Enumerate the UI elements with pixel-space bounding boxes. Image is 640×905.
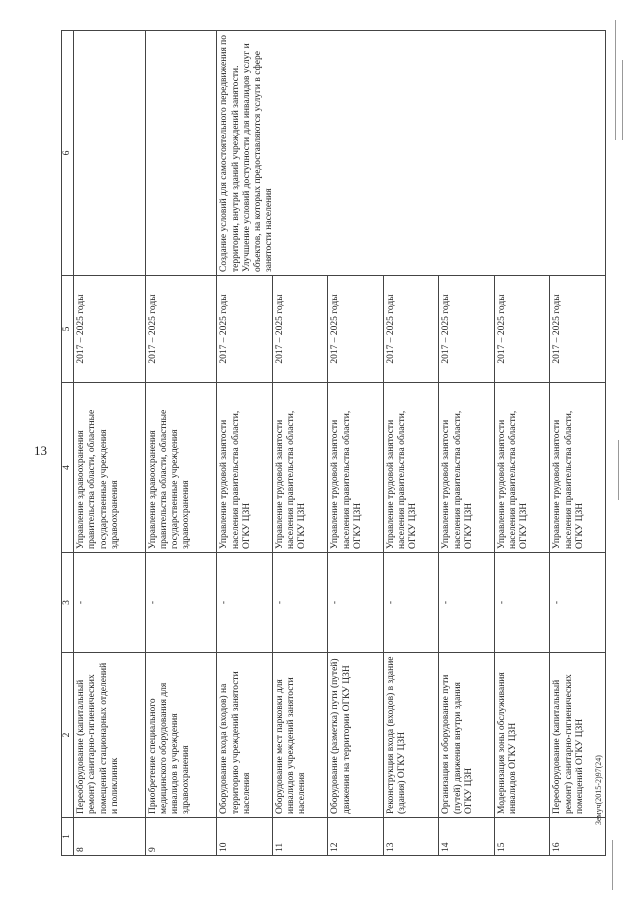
scan-artifact [612, 840, 613, 890]
row-number: 13 [383, 818, 439, 856]
executor: Управление трудовой занятости населения правительства области, ОГКУ ЦЗН [328, 383, 384, 553]
col3-value: - [494, 553, 550, 653]
rotated-table-wrapper [61, 31, 606, 856]
row-number: 14 [439, 818, 495, 856]
executor: Управление трудовой занятости населения правительства области, ОГКУ ЦЗН [550, 383, 606, 553]
measures-table [61, 30, 606, 856]
period: 2017 – 2025 годы [145, 276, 217, 383]
measure-name: Организация и оборудование пути (путей) движения внутри здания ОГКУ ЦЗН [439, 653, 495, 818]
row-number: 16 [550, 818, 606, 856]
executor: Управление трудовой занятости населения правительства области, ОГКУ ЦЗН [217, 383, 273, 553]
result-empty [74, 31, 146, 276]
col3-value: - [439, 553, 495, 653]
row-number: 9 [145, 818, 217, 856]
header-cell: 1 [62, 818, 74, 856]
scan-artifact [615, 20, 616, 140]
row-number: 12 [328, 818, 384, 856]
measure-name: Модернизация зоны обслуживания инвалидов ОГКУ ЦЗН [494, 653, 550, 818]
measure-name: Приобретение специального медицинского оборудования для инвалидов в учреждения здравоохранения [145, 653, 217, 818]
document-id: Земуч(2015-2)97(24) [594, 755, 603, 825]
row-number: 11 [272, 818, 328, 856]
col3-value: - [145, 553, 217, 653]
col3-value: - [328, 553, 384, 653]
measure-name: Оборудование входа (входов) на территорию учреждений занятости населения [217, 653, 273, 818]
period: 2017 – 2025 годы [383, 276, 439, 383]
period: 2017 – 2025 годы [217, 276, 273, 383]
table-row [145, 31, 217, 856]
page-number: 13 [34, 443, 47, 458]
table-header-row [62, 31, 74, 856]
measure-name: Переоборудование (капитальный ремонт) санитарно-гигиенических помещений ОГКУ ЦЗН [550, 653, 606, 818]
col3-value: - [550, 553, 606, 653]
header-cell: 3 [62, 553, 74, 653]
executor: Управление трудовой занятости населения правительства области, ОГКУ ЦЗН [439, 383, 495, 553]
executor: Управление трудовой занятости населения правительства области, ОГКУ ЦЗН [494, 383, 550, 553]
period: 2017 – 2025 годы [550, 276, 606, 383]
period: 2017 – 2025 годы [494, 276, 550, 383]
measure-name: Реконструкция входа (входов) в здание (здания) ОГКУ ЦЗН [383, 653, 439, 818]
col3-value: - [74, 553, 146, 653]
col3-value: - [383, 553, 439, 653]
period: 2017 – 2025 годы [74, 276, 146, 383]
executor: Управление здравоохранения правительства области, областные государственные учреждения здравоохранения [145, 383, 217, 553]
period: 2017 – 2025 годы [439, 276, 495, 383]
row-number: 15 [494, 818, 550, 856]
period: 2017 – 2025 годы [272, 276, 328, 383]
scan-artifact [618, 440, 619, 500]
row-number: 8 [74, 818, 146, 856]
measure-name: Переоборудование (капитальный ремонт) санитарно-гигиенических помещений стационарных отделений и поликлиник [74, 653, 146, 818]
row-number: 10 [217, 818, 273, 856]
scan-artifact [622, 60, 623, 140]
result-text: Создание условий для самостоятельного передвижения по территории, внутри зданий учреждений занятости. Улучшение условий доступности для инвалидов услуг и объектов, на которых предоставляются услуги в сфере занятости населения [217, 31, 606, 276]
measure-name: Оборудование мест парковки для инвалидов учреждений занятости населения [272, 653, 328, 818]
table-row [217, 31, 273, 856]
executor: Управление здравоохранения правительства области, областные государственные учреждения здравоохранения [74, 383, 146, 553]
period: 2017 – 2025 годы [328, 276, 384, 383]
executor: Управление трудовой занятости населения правительства области, ОГКУ ЦЗН [272, 383, 328, 553]
header-cell: 4 [62, 383, 74, 553]
col3-value: - [272, 553, 328, 653]
header-cell: 2 [62, 653, 74, 818]
result-empty [145, 31, 217, 276]
measure-name: Оборудование (разметка) пути (путей) движения на территории ОГКУ ЦЗН [328, 653, 384, 818]
header-cell: 6 [62, 31, 74, 276]
table-row [74, 31, 146, 856]
header-cell: 5 [62, 276, 74, 383]
col3-value: - [217, 553, 273, 653]
executor: Управление трудовой занятости населения правительства области, ОГКУ ЦЗН [383, 383, 439, 553]
